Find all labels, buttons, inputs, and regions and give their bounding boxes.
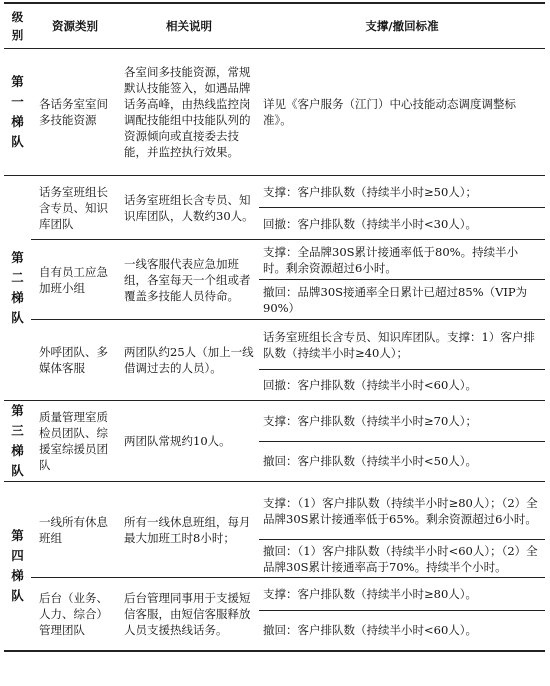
description-cell: 话务室班组长含专员、知识库团队，人数约30人。 (119, 176, 259, 240)
table-row (4, 176, 545, 208)
tier-level: 第一梯队 (4, 49, 31, 176)
resource-cell: 一线所有休息班组 (31, 482, 119, 578)
table-row (4, 578, 545, 611)
resource-cell: 话务室班组长含专员、知识库团队 (31, 176, 119, 240)
tier-level: 第三梯队 (4, 401, 31, 482)
resource-cell: 后台（业务、人力、综合）管理团队 (31, 578, 119, 651)
table-row (4, 401, 545, 442)
standard-cell: 撤回：客户排队数（持续半小时<60人）。 (259, 611, 545, 651)
table-row (4, 482, 545, 540)
description-cell: 各室间多技能资源，常规默认技能签入，如遇品牌话务高峰，由热线监控岗调配技能组中技能队列的资源倾向或直接委去技能，并监控执行效果。 (119, 49, 259, 176)
description-cell: 两团队约25人（加上一线借调过去的人员）。 (119, 320, 259, 401)
header-standard: 支撑/撤回标准 (259, 3, 545, 49)
standard-cell: 详见《客户服务（江门）中心技能动态调度调整标准》。 (259, 49, 545, 176)
resource-cell: 外呼团队、多媒体客服 (31, 320, 119, 401)
standard-cell: 支撑：客户排队数（持续半小时≥70人）； (259, 401, 545, 442)
tier-level: 第四梯队 (4, 482, 31, 651)
description-cell: 一线客服代表应急加班组，各室每天一个组或者覆盖多技能人员待命。 (119, 240, 259, 320)
table-row (4, 320, 545, 370)
resource-cell: 各话务室室间多技能资源 (31, 49, 119, 176)
resource-cell: 质量管理室质检员团队、综援室综援员团队 (31, 401, 119, 482)
standard-cell: 话务室班组长含专员、知识库团队。支撑：1）客户排队数（持续半小时≥40人）； (259, 320, 545, 370)
resource-cell: 自有员工应急加班小组 (31, 240, 119, 320)
standard-cell: 支撑：客户排队数（持续半小时≥50人）； (259, 176, 545, 208)
standard-cell: 撤回：客户排队数（持续半小时<50人）。 (259, 441, 545, 482)
standard-cell: 支撑：客户排队数（持续半小时≥80人）。 (259, 578, 545, 611)
table-row (4, 240, 545, 280)
standard-cell: 撤回：（1）客户排队数（持续半小时<60人）；（2）全品牌30S累计接通率高于70%。持续半个小时。 (259, 540, 545, 578)
standard-cell: 支撑：（1）客户排队数（持续半小时≥80人）；（2）全品牌30S累计接通率低于65%。剩余资源超过6小时。 (259, 482, 545, 540)
table-header-row (4, 3, 545, 49)
resource-tier-table (4, 2, 545, 652)
standard-cell: 撤回：品牌30S接通率全日累计已超过85%（VIP为90%） (259, 280, 545, 320)
header-resource: 资源类别 (31, 3, 119, 49)
standard-cell: 回撤：客户排队数（持续半小时<30人）。 (259, 208, 545, 240)
description-cell: 所有一线休息班组，每月最大加班工时8小时； (119, 482, 259, 578)
tier-level: 第二梯队 (4, 176, 31, 401)
description-cell: 两团队常规约10人。 (119, 401, 259, 482)
description-cell: 后台管理同事用于支援短信客服，由短信客服释放人员支援热线话务。 (119, 578, 259, 651)
standard-cell: 支撑：全品牌30S累计接通率低于80%。持续半小时。剩余资源超过6小时。 (259, 240, 545, 280)
header-level: 级别 (4, 3, 31, 49)
header-description: 相关说明 (119, 3, 259, 49)
standard-cell: 回撤：客户排队数（持续半小时<60人）。 (259, 370, 545, 401)
table-row (4, 49, 545, 176)
